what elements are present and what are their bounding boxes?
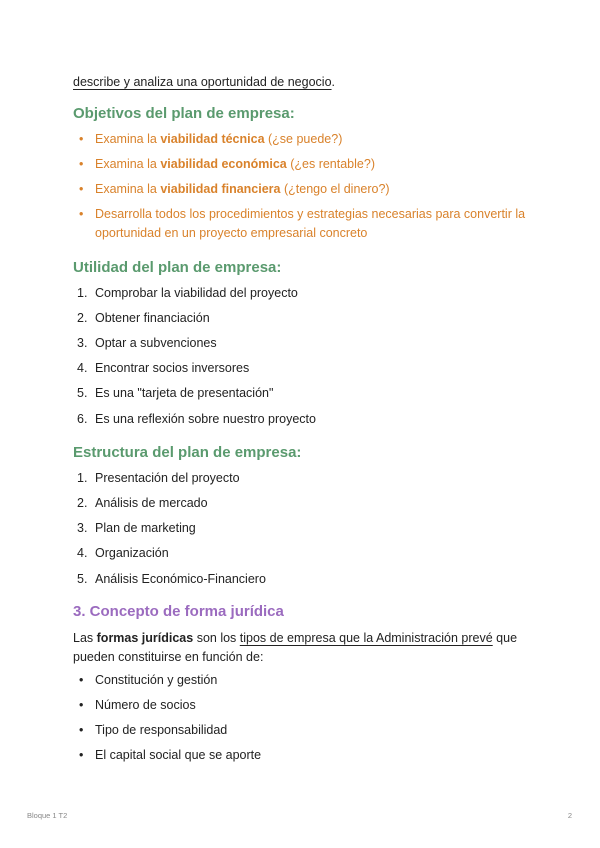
list-item: 1. Comprobar la viabilidad del proyecto <box>77 286 298 300</box>
intro-period: . <box>331 75 336 89</box>
list-item: 2. Obtener financiación <box>77 311 210 325</box>
bullet-icon: • <box>79 182 84 196</box>
list-item: 4. Organización <box>77 546 169 560</box>
bullet-icon: • <box>79 157 84 171</box>
list-item: 2. Análisis de mercado <box>77 496 208 510</box>
bullet-icon: • <box>79 723 84 737</box>
list-item: • Constitución y gestión <box>73 671 543 696</box>
concepto-paragraph: Las formas jurídicas son los tipos de empresa que la Administración prevé que pueden constituirse en función de: <box>73 631 518 664</box>
bullet-icon: • <box>79 132 84 146</box>
list-item: • Examina la viabilidad financiera (¿tengo el dinero?) <box>73 180 543 205</box>
list-item: 1. Presentación del proyecto <box>77 471 240 485</box>
bullet-icon: • <box>79 207 84 221</box>
list-item: 5. Es una "tarjeta de presentación" <box>77 386 274 400</box>
list-item: 6. Es una reflexión sobre nuestro proyecto <box>77 412 316 426</box>
intro-line <box>73 73 335 91</box>
list-item: 3. Optar a subvenciones <box>77 336 217 350</box>
list-item: 5. Análisis Económico-Financiero <box>77 572 266 586</box>
concepto-list <box>73 671 543 771</box>
bullet-icon: • <box>79 673 84 687</box>
list-item: • Desarrolla todos los procedimientos y estrategias necesarias para convertir la oportunidad en un proyecto empresarial concreto <box>79 207 526 240</box>
list-item: • Tipo de responsabilidad <box>73 721 543 746</box>
concepto-heading: 3. Concepto de forma jurídica <box>73 603 284 620</box>
list-item: • El capital social que se aporte <box>73 746 543 771</box>
list-item: • Examina la viabilidad técnica (¿se puede?) <box>73 130 543 155</box>
bullet-icon: • <box>79 748 84 762</box>
objetivos-heading: Objetivos del plan de empresa: <box>73 105 295 122</box>
estructura-list <box>73 469 543 595</box>
underlined-phrase: tipos de empresa que la Administración prevé <box>239 631 493 645</box>
footer-label: Bloque 1 T2 <box>27 811 68 820</box>
list-item: 3. Plan de marketing <box>77 521 196 535</box>
bullet-icon: • <box>79 698 84 712</box>
list-item: 4. Encontrar socios inversores <box>77 361 250 375</box>
utilidad-list <box>73 284 543 435</box>
intro-underlined-text: describe y analiza una oportunidad de negocio <box>73 75 332 89</box>
list-item: • Número de socios <box>73 696 543 721</box>
objetivos-list <box>73 130 543 243</box>
page-number: 2 <box>567 811 572 820</box>
utilidad-heading: Utilidad del plan de empresa: <box>73 259 282 276</box>
estructura-heading: Estructura del plan de empresa: <box>73 444 302 461</box>
list-item: • Examina la viabilidad económica (¿es rentable?) <box>73 155 543 180</box>
